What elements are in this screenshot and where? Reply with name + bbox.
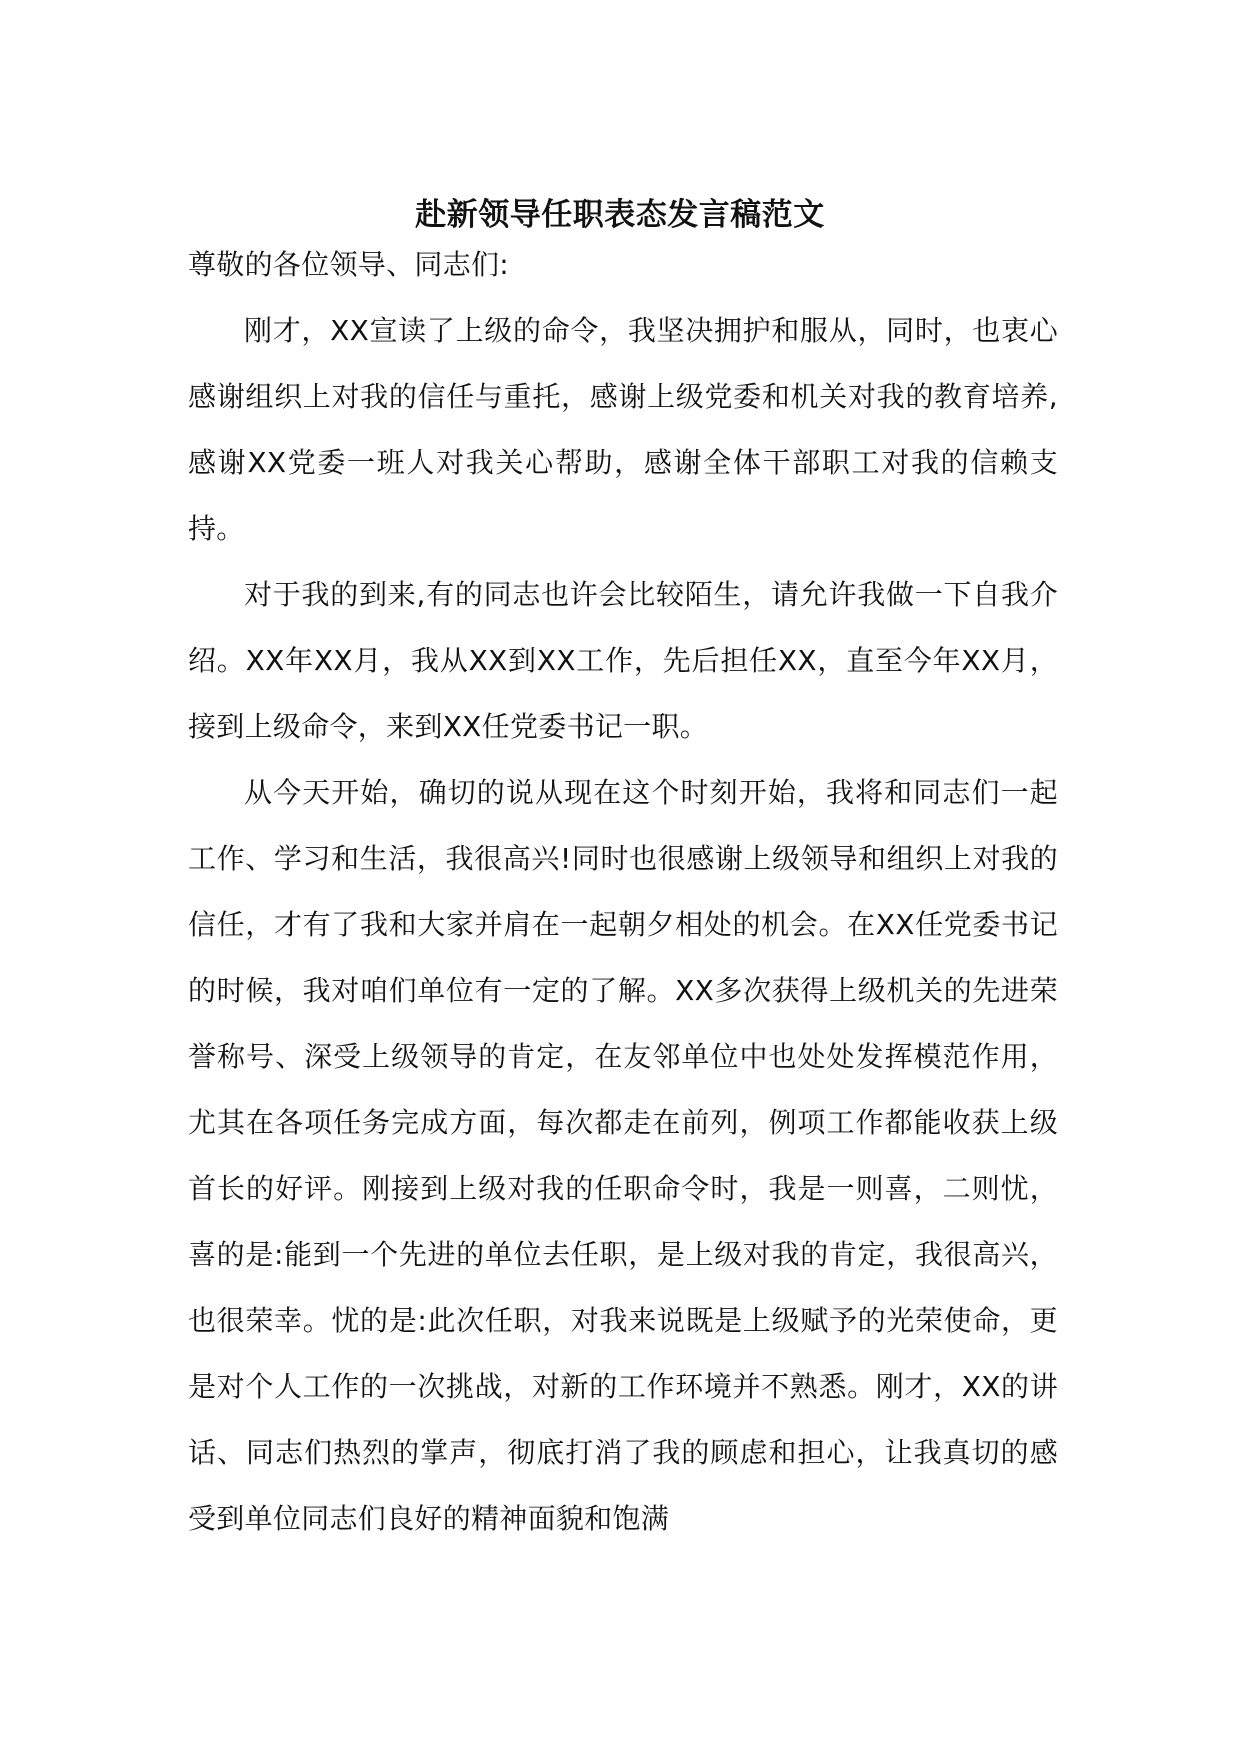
greeting-line: 尊敬的各位领导、同志们: xyxy=(188,248,510,281)
paragraph-2: 对于我的到来,有的同志也许会比较陌生，请允许我做一下自我介绍。XX年XX月，我从XX到XX工作，先后担任XX，直至今年XX月，接到上级命令，来到XX任党委书记一职。 xyxy=(188,578,1058,743)
document-title: 赴新领导任职表态发言稿范文 xyxy=(415,197,825,233)
paragraph-1: 刚才，XX宣读了上级的命令，我坚决拥护和服从，同时，也衷心感谢组织上对我的信任与重托，感谢上级党委和机关对我的教育培养,感谢XX党委一班人对我关心帮助，感谢全体干部职工对我的信赖支持。 xyxy=(188,314,1058,545)
document-body xyxy=(188,232,1058,1552)
paragraph-3: 从今天开始，确切的说从现在这个时刻开始，我将和同志们一起工作、学习和生活，我很高兴!同时也很感谢上级领导和组织上对我的信任，才有了我和大家并肩在一起朝夕相处的机会。在XX任党委书记的时候，我对咱们单位有一定的了解。XX多次获得上级机关的先进荣誉称号、深受上级领导的肯定，在友邻单位中也处处发挥模范作用，尤其在各项任务完成方面，每次都走在前列，例项工作都能收获上级首长的好评。刚接到上级对我的任职命令时，我是一则喜，二则忧，喜的是:能到一个先进的单位去任职，是上级对我的肯定，我很高兴，也很荣幸。忧的是:此次任职，对我来说既是上级赋予的光荣使命，更是对个人工作的一次挑战，对新的工作环境并不熟悉。刚才，XX的讲话、同志们热烈的掌声，彻底打消了我的顾虑和担心，让我真切的感受到单位同志们良好的精神面貌和饱满 xyxy=(188,776,1058,1535)
